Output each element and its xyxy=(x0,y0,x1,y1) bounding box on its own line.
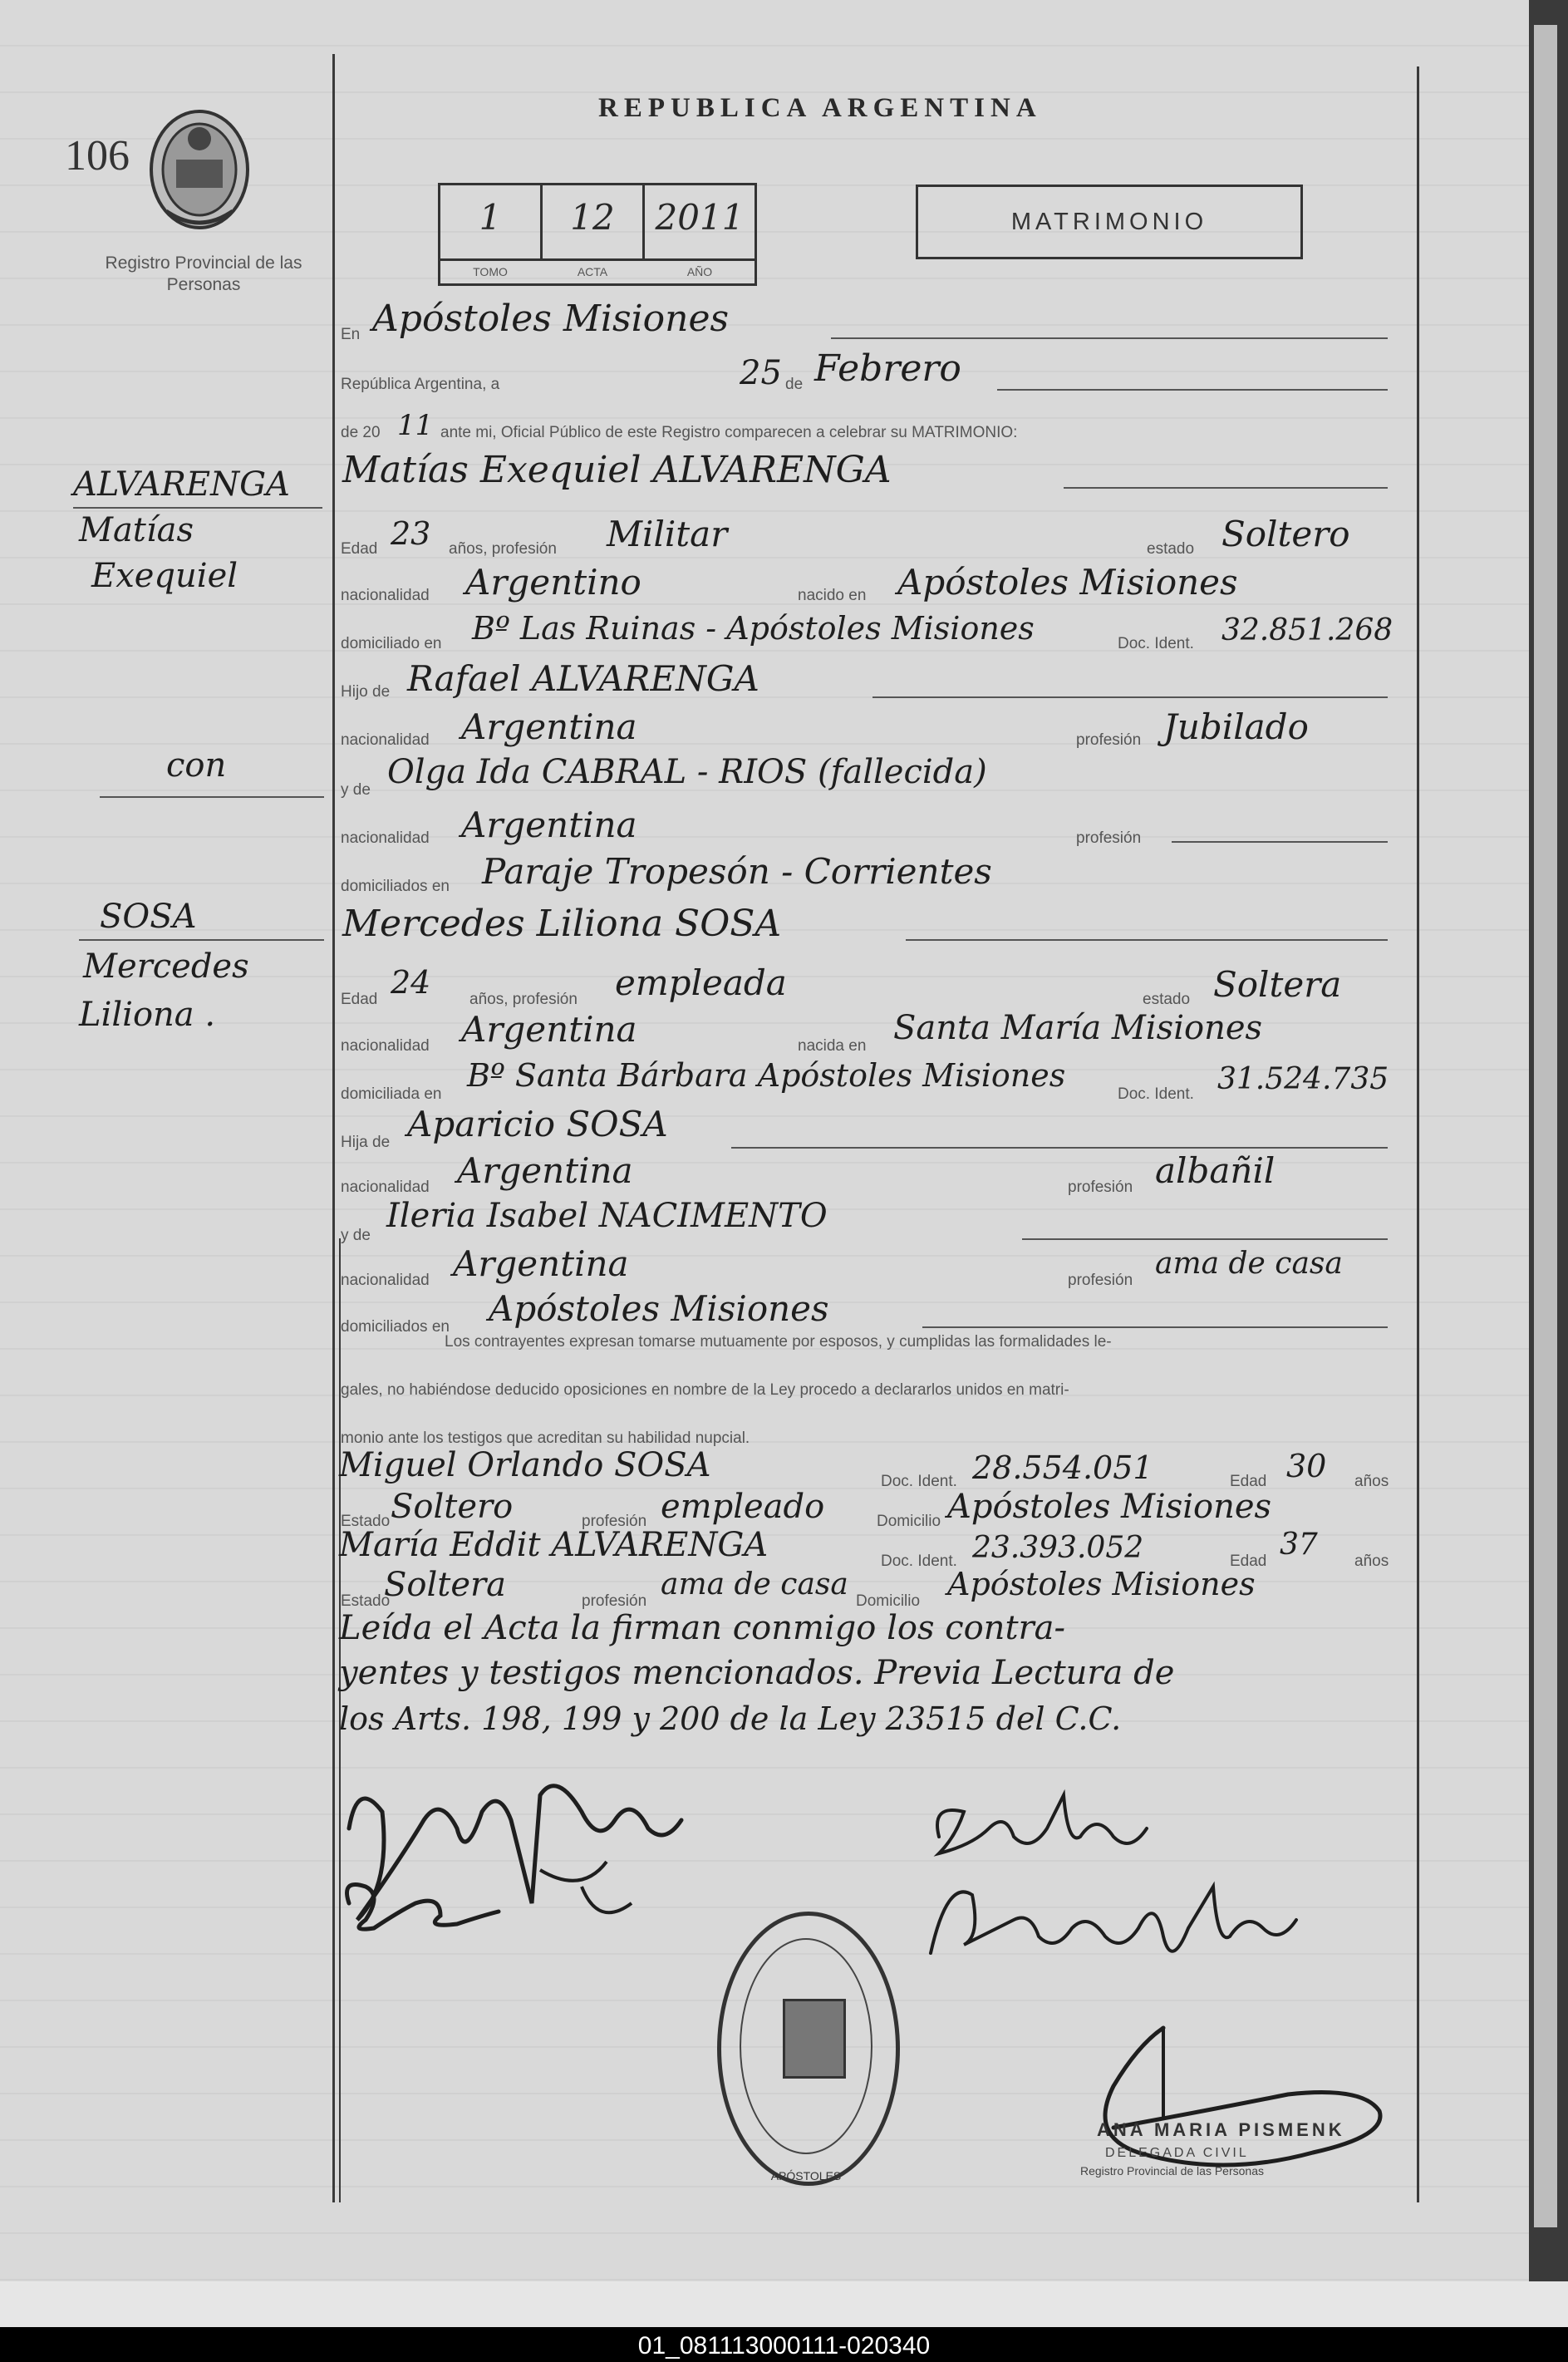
margin-groom-surname: ALVARENGA xyxy=(73,465,290,504)
bride-dom-label: domiciliada en xyxy=(341,1085,442,1103)
bride-father-nationality: Argentina xyxy=(457,1150,633,1191)
ano-caption: AÑO xyxy=(686,265,713,278)
ano-cell xyxy=(645,185,755,258)
bride-mother-nat-label: nacionalidad xyxy=(341,1272,430,1289)
acta-caption: ACTA xyxy=(577,265,608,278)
declaration-line-1: Los contrayentes expresan tomarse mutuamente por esposos, y cumplidas las formalidades le- xyxy=(445,1333,1112,1351)
groom-and-label: y de xyxy=(341,781,371,799)
rule xyxy=(731,1147,1388,1149)
closing-line-3: los Arts. 198, 199 y 200 de la Ley 23515 del C.C. xyxy=(339,1700,1122,1737)
year-prefix: de 20 xyxy=(341,424,381,441)
witness1-estado-label: Estado xyxy=(341,1513,391,1530)
margin-groom-name2: Exequiel xyxy=(91,557,238,595)
year-suffix: 11 xyxy=(397,409,434,442)
volume-box xyxy=(438,183,757,286)
witness2-anos-label: años xyxy=(1354,1553,1389,1570)
bride-mother: Ileria Isabel NACIMENTO xyxy=(386,1197,828,1235)
appear-text: ante mi, Oficial Público de este Registro comparecen a celebrar su MATRIMONIO: xyxy=(440,424,1018,441)
day: 25 xyxy=(740,354,782,392)
groom-civil-status: Soltero xyxy=(1221,514,1350,554)
groom-estado-label: estado xyxy=(1147,540,1195,558)
groom-born-label: nacido en xyxy=(798,587,867,604)
bride-mother-profession: ama de casa xyxy=(1155,1247,1343,1281)
groom-doc-label: Doc. Ident. xyxy=(1118,635,1194,652)
margin-bride-name2: Liliona . xyxy=(79,996,216,1034)
bride-prof-label: años, profesión xyxy=(469,991,578,1008)
bride-born-label: nacida en xyxy=(798,1037,867,1055)
bride-mother-nationality: Argentina xyxy=(453,1243,629,1284)
bride-estado-label: estado xyxy=(1143,991,1191,1008)
bride-nac-label: nacionalidad xyxy=(341,1037,430,1055)
margin-bride-surname: SOSA xyxy=(100,898,197,936)
groom-birthplace: Apóstoles Misiones xyxy=(897,562,1238,603)
bride-father-profession: albañil xyxy=(1155,1150,1276,1191)
groom-domicile: Bº Las Ruinas - Apóstoles Misiones xyxy=(472,610,1035,647)
rule xyxy=(79,939,324,941)
margin-con: con xyxy=(166,746,227,785)
bride-signature xyxy=(332,1853,515,1945)
rule xyxy=(922,1326,1388,1328)
witness2-edad-label: Edad xyxy=(1230,1553,1267,1570)
bride-mother-prof-label: profesión xyxy=(1068,1272,1133,1289)
ano-value: 2011 xyxy=(655,197,745,238)
right-rule xyxy=(1417,66,1419,2202)
groom-father-nationality: Argentina xyxy=(461,706,637,747)
witness2-signature xyxy=(914,1862,1313,1986)
acta-cell xyxy=(543,185,645,258)
groom-document: 32.851.268 xyxy=(1221,613,1394,647)
bride-name: Mercedes Liliona SOSA xyxy=(342,903,782,945)
record-type-box: MATRIMONIO xyxy=(916,185,1303,259)
bride-civil-status: Soltera xyxy=(1213,964,1342,1005)
groom-name: Matías Exequiel ALVARENGA xyxy=(342,449,892,491)
groom-father-profession: Jubilado xyxy=(1163,706,1309,747)
rule xyxy=(831,337,1388,339)
groom-nationality: Argentino xyxy=(465,562,641,603)
next-page-edge xyxy=(1534,25,1557,2227)
seal-emblem-icon xyxy=(783,1999,846,2079)
witness2-domicile: Apóstoles Misiones xyxy=(947,1566,1256,1602)
rule xyxy=(1022,1238,1388,1240)
rule xyxy=(73,507,322,509)
margin-bride-name1: Mercedes xyxy=(83,947,249,986)
groom-profession: Militar xyxy=(607,514,728,554)
witness2-dom-label: Domicilio xyxy=(856,1592,921,1610)
registry-label: Registro Provincial de las Personas xyxy=(105,253,302,294)
declaration-line-2: gales, no habiéndose deducido oposiciones en nombre de la Ley procedo a declararlos unidos en matri- xyxy=(341,1381,1069,1399)
witness1-dom-label: Domicilio xyxy=(877,1513,941,1530)
groom-parents-domicile: Paraje Tropesón - Corrientes xyxy=(482,851,992,892)
witness2-name: María Eddit ALVARENGA xyxy=(339,1526,769,1564)
witness2-civil-status: Soltera xyxy=(384,1566,506,1604)
groom-father-nat-label: nacionalidad xyxy=(341,731,430,749)
tomo-value: 1 xyxy=(479,197,502,238)
official-stamp-name: ANA MARIA PISMENK xyxy=(1097,2119,1345,2140)
de-label: de xyxy=(785,376,804,393)
groom-father: Rafael ALVARENGA xyxy=(407,658,759,699)
groom-edad-label: Edad xyxy=(341,540,378,558)
rule xyxy=(906,939,1388,941)
groom-son-label: Hijo de xyxy=(341,683,391,701)
groom-parents-dom-label: domiciliados en xyxy=(341,878,450,895)
groom-prof-label: años, profesión xyxy=(449,540,557,558)
rule xyxy=(872,696,1388,698)
groom-father-prof-label: profesión xyxy=(1076,731,1142,749)
witness2-document: 23.393.052 xyxy=(972,1531,1144,1565)
seal-text: APÓSTOLES xyxy=(770,2169,842,2182)
footer-file-id: 01_081113000111-020340 xyxy=(637,2332,931,2360)
groom-nac-label: nacionalidad xyxy=(341,587,430,604)
rule xyxy=(100,796,324,798)
declaration-line-3: monio ante los testigos que acreditan su habilidad nupcial. xyxy=(341,1430,750,1447)
groom-age: 23 xyxy=(391,515,431,552)
bride-doc-label: Doc. Ident. xyxy=(1118,1085,1194,1103)
rule xyxy=(1172,841,1388,843)
bride-father: Aparicio SOSA xyxy=(407,1104,668,1144)
document-title: REPUBLICA ARGENTINA xyxy=(598,93,1042,123)
witness1-doc-label: Doc. Ident. xyxy=(881,1473,957,1490)
bride-profession: empleada xyxy=(615,962,787,1003)
witness2-estado-label: Estado xyxy=(341,1592,391,1610)
volume-captions xyxy=(440,258,755,283)
republica-label: República Argentina, a xyxy=(341,376,500,393)
en-label: En xyxy=(341,326,361,343)
bride-nationality: Argentina xyxy=(461,1009,637,1050)
groom-mother-prof-label: profesión xyxy=(1076,829,1142,847)
witness1-domicile: Apóstoles Misiones xyxy=(947,1488,1272,1526)
bride-document: 31.524.735 xyxy=(1217,1062,1389,1096)
bride-father-nat-label: nacionalidad xyxy=(341,1179,430,1196)
scan-bottom-edge xyxy=(0,2281,1568,2327)
bride-and-label: y de xyxy=(341,1227,371,1244)
witness1-edad-label: Edad xyxy=(1230,1473,1267,1490)
rule xyxy=(997,389,1388,391)
official-stamp-org: Registro Provincial de las Personas xyxy=(1080,2164,1264,2177)
bride-daughter-label: Hija de xyxy=(341,1134,391,1151)
witness1-document: 28.554.051 xyxy=(972,1449,1153,1486)
closing-line-2: yentes y testigos mencionados. Previa Lectura de xyxy=(339,1654,1175,1692)
place: Apóstoles Misiones xyxy=(372,298,730,340)
witness1-profession: empleado xyxy=(661,1488,825,1526)
month: Febrero xyxy=(814,347,961,390)
tomo-cell xyxy=(440,185,543,258)
page-number: 106 xyxy=(65,132,130,180)
groom-mother-nat-label: nacionalidad xyxy=(341,829,430,847)
witness2-profession: ama de casa xyxy=(661,1567,848,1602)
bride-birthplace: Santa María Misiones xyxy=(893,1009,1263,1047)
witness2-age: 37 xyxy=(1280,1528,1318,1562)
witness1-name: Miguel Orlando SOSA xyxy=(339,1446,711,1484)
bride-parents-dom-label: domiciliados en xyxy=(341,1318,450,1336)
bride-age: 24 xyxy=(391,964,431,1001)
bride-domicile: Bº Santa Bárbara Apóstoles Misiones xyxy=(467,1057,1066,1094)
witness2-prof-label: profesión xyxy=(582,1592,647,1610)
closing-line-1: Leída el Acta la firman conmigo los contra- xyxy=(339,1609,1066,1647)
witness1-prof-label: profesión xyxy=(582,1513,647,1530)
groom-dom-label: domiciliado en xyxy=(341,635,442,652)
witness1-civil-status: Soltero xyxy=(391,1488,514,1526)
bride-parents-domicile: Apóstoles Misiones xyxy=(489,1288,829,1329)
witness1-anos-label: años xyxy=(1354,1473,1389,1490)
groom-mother-nationality: Argentina xyxy=(461,805,637,845)
witness2-doc-label: Doc. Ident. xyxy=(881,1553,957,1570)
groom-mother: Olga Ida CABRAL - RIOS (fallecida) xyxy=(387,753,987,791)
tomo-caption: TOMO xyxy=(473,265,508,278)
witness1-age: 30 xyxy=(1286,1448,1327,1484)
bride-father-prof-label: profesión xyxy=(1068,1179,1133,1196)
coat-of-arms-icon xyxy=(141,101,258,234)
rule xyxy=(1064,487,1388,489)
bride-edad-label: Edad xyxy=(341,991,378,1008)
acta-value: 12 xyxy=(570,197,615,238)
official-stamp-role: DELEGADA CIVIL xyxy=(1105,2146,1249,2160)
margin-groom-name1: Matías xyxy=(79,511,194,549)
